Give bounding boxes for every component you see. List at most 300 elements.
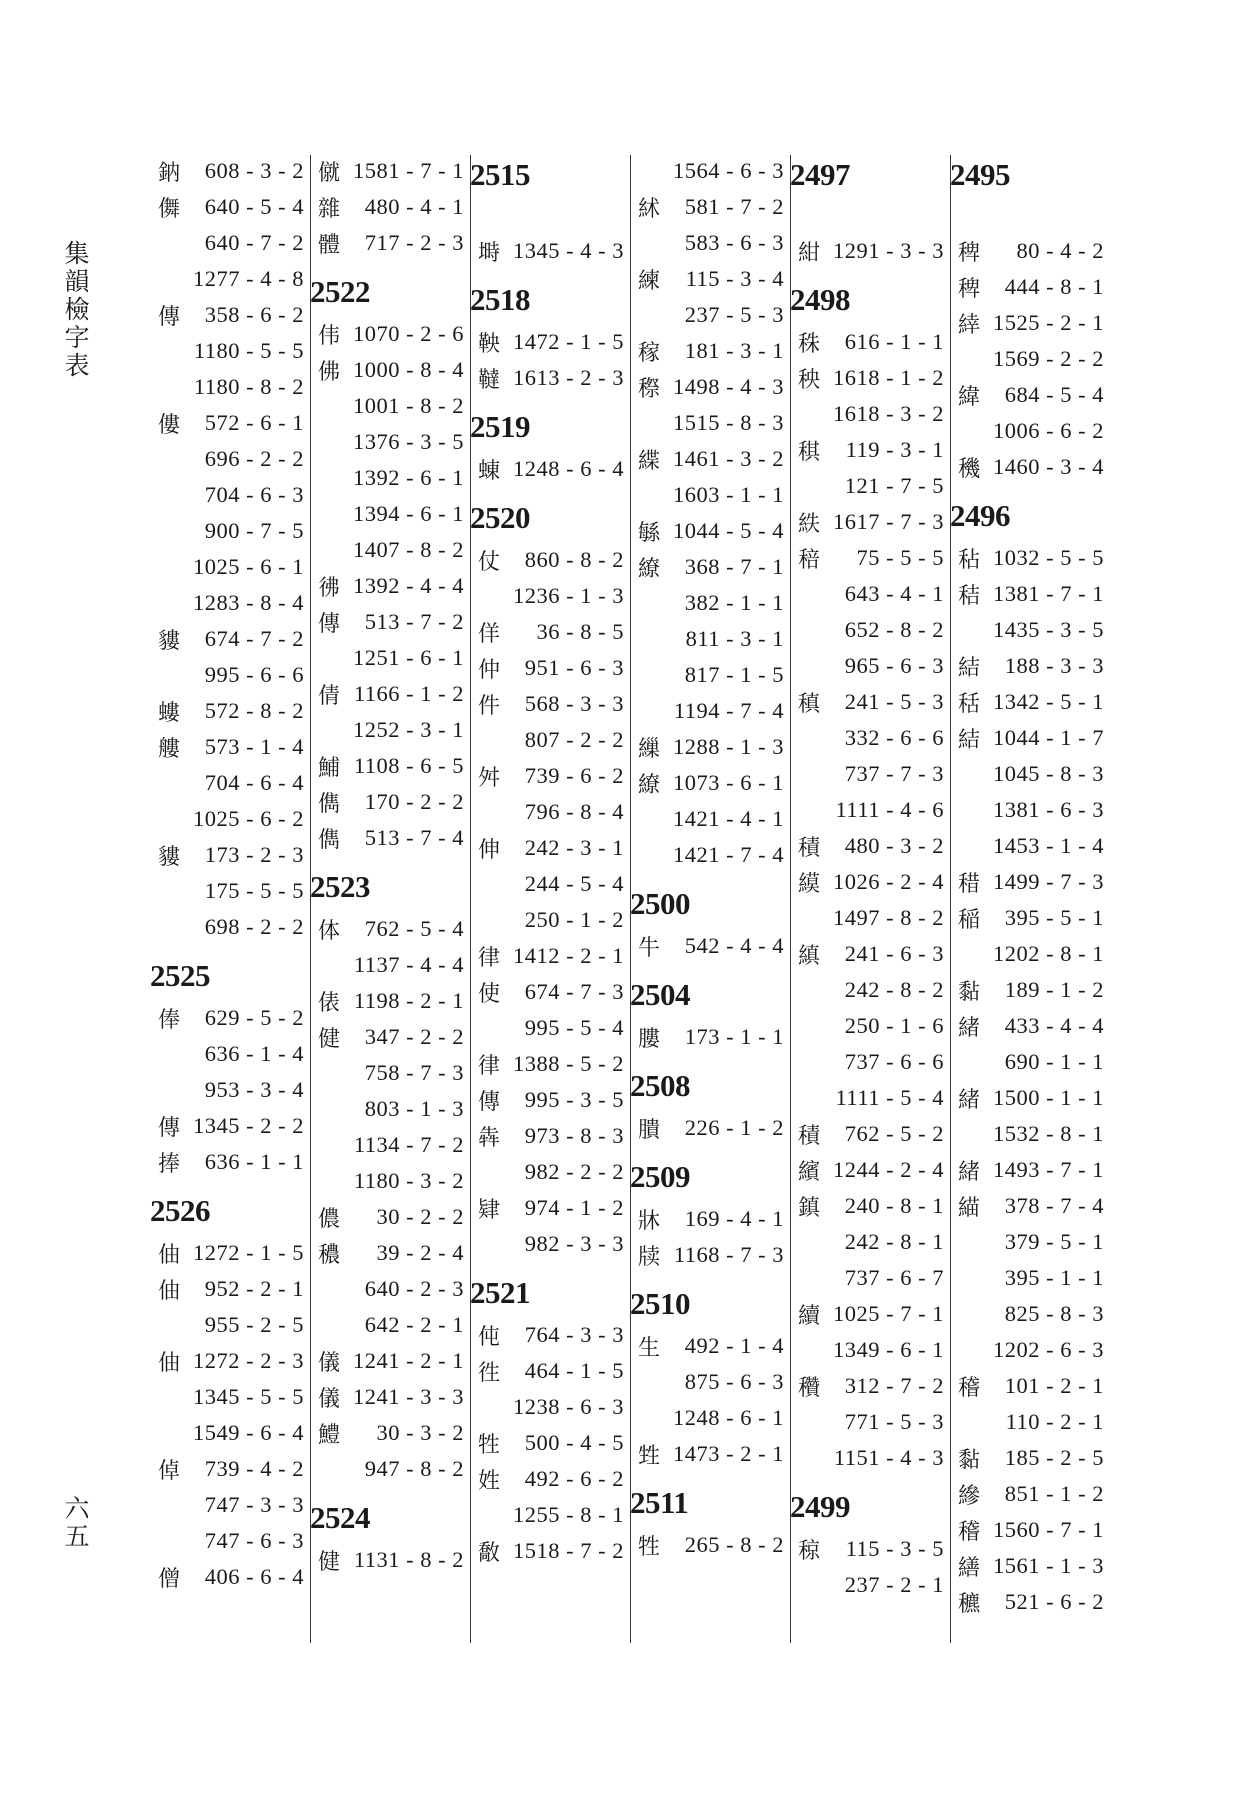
index-entry [790,1116,948,1152]
entry-reference: 1001 - 8 - 2 [353,393,464,418]
index-entry [790,1440,948,1476]
entry-reference: 572 - 8 - 2 [204,698,304,723]
entry-character: 緒 [957,1015,980,1041]
entry-reference: 1525 - 2 - 1 [993,310,1104,335]
entry-character: 膭 [637,1117,660,1143]
entry-reference: 860 - 8 - 2 [524,547,624,572]
entry-reference: 173 - 2 - 3 [204,842,304,867]
entry-reference: 995 - 5 - 4 [524,1015,624,1040]
index-entry [150,765,308,801]
book-title-vertical: 集韻檢字表 [61,240,90,380]
index-entry [310,1343,468,1379]
entry-reference: 1272 - 2 - 3 [193,1348,304,1373]
index-entry [310,947,468,983]
index-entry [470,1533,628,1569]
entry-character: 牀 [637,1208,660,1234]
entry-reference: 747 - 3 - 3 [204,1492,304,1517]
entry-character: 秼 [797,331,820,357]
entry-character: 傳 [157,1115,180,1141]
entry-reference: 1244 - 2 - 4 [833,1157,944,1182]
index-entry [630,801,788,837]
index-entry [950,1008,1108,1044]
index-entry [310,784,468,820]
entry-reference: 265 - 8 - 2 [684,1532,784,1557]
index-entry [470,1010,628,1046]
entry-reference: 803 - 1 - 3 [364,1096,464,1121]
index-entry [950,1260,1108,1296]
index-entry [310,1307,468,1343]
entry-reference: 1376 - 3 - 5 [353,429,464,454]
index-entry [470,1353,628,1389]
entry-reference: 1025 - 6 - 1 [193,554,304,579]
index-entry [950,1584,1108,1620]
index-entry [310,712,468,748]
index-entry [630,1237,788,1273]
index-entry [310,748,468,784]
index-entry [630,1436,788,1472]
index-entry [470,830,628,866]
index-entry [150,1000,308,1036]
entry-reference: 1388 - 5 - 2 [513,1051,624,1076]
index-entry [310,153,468,189]
index-entry [790,324,948,360]
index-entry [470,722,628,758]
entry-character: 倩 [317,683,340,709]
section-number: 2511 [630,1485,689,1520]
entry-reference: 1131 - 8 - 2 [353,1547,464,1572]
entry-reference: 1044 - 5 - 4 [673,518,784,543]
entry-reference: 1497 - 8 - 2 [833,905,944,930]
section-number: 2496 [950,498,1010,533]
entry-character: 甡 [637,1443,660,1469]
section-heading [790,1476,948,1531]
entry-character: 儀 [317,1386,340,1412]
entry-character: 艛 [157,736,180,762]
entry-reference: 30 - 2 - 2 [376,1204,464,1229]
entry-reference: 332 - 6 - 6 [844,725,944,750]
entry-reference: 1472 - 1 - 5 [513,329,624,354]
index-entry [310,1451,468,1487]
entry-character: 結 [957,655,980,681]
index-entry [630,333,788,369]
index-entry [630,297,788,333]
entry-character: 黏 [957,979,980,1005]
index-entry [470,451,628,487]
index-entry [790,1152,948,1188]
section-heading [470,1262,628,1317]
section-heading [950,485,1108,540]
entry-character: 穖 [957,456,980,482]
entry-reference: 347 - 2 - 2 [364,1024,464,1049]
entry-character: 傳 [477,1089,500,1115]
entry-character: 縝 [797,943,820,969]
entry-reference: 1151 - 4 - 3 [833,1445,944,1470]
entry-character: 傳 [157,304,180,330]
entry-reference: 1473 - 2 - 1 [673,1441,784,1466]
entry-character: 雜 [317,196,340,222]
entry-character: 僦 [317,160,340,186]
section-heading [790,153,948,197]
entry-reference: 995 - 6 - 6 [204,662,304,687]
entry-character: 舛 [477,765,500,791]
index-entry [630,1364,788,1400]
entry-reference: 1180 - 3 - 2 [353,1168,464,1193]
entry-reference: 1392 - 6 - 1 [353,465,464,490]
page-number-vertical: 六五 [61,1495,90,1551]
index-entry [790,1080,948,1116]
index-entry [790,792,948,828]
index-entry [630,441,788,477]
index-entry [310,424,468,460]
entry-character: 緐 [637,520,660,546]
index-entry [150,549,308,585]
entry-reference: 704 - 6 - 3 [204,482,304,507]
index-entry [470,686,628,722]
index-entry [950,720,1108,756]
entry-character: 韃 [477,367,500,393]
entry-reference: 947 - 8 - 2 [364,1456,464,1481]
entry-reference: 642 - 2 - 1 [364,1312,464,1337]
index-entry [470,233,628,269]
index-entry [950,756,1108,792]
entry-character: 健 [317,1549,340,1575]
index-entry [790,1260,948,1296]
index-entry [150,333,308,369]
entry-reference: 1291 - 3 - 3 [833,238,944,263]
entry-reference: 379 - 5 - 1 [1004,1229,1104,1254]
index-entry [790,504,948,540]
entry-reference: 75 - 5 - 5 [856,545,944,570]
index-entry [950,269,1108,305]
entry-reference: 758 - 7 - 3 [364,1060,464,1085]
index-entry [950,1080,1108,1116]
entry-reference: 175 - 5 - 5 [204,878,304,903]
entry-reference: 1560 - 7 - 1 [993,1517,1104,1542]
index-entry [630,837,788,873]
entry-reference: 1248 - 6 - 4 [513,456,624,481]
index-entry [630,1400,788,1436]
entry-reference: 572 - 6 - 1 [204,410,304,435]
entry-character: 仲 [477,657,500,683]
entry-reference: 250 - 1 - 6 [844,1013,944,1038]
index-entry [950,1116,1108,1152]
entry-reference: 973 - 8 - 3 [524,1123,624,1148]
entry-reference: 1493 - 7 - 1 [993,1157,1104,1182]
entry-reference: 1349 - 6 - 1 [833,1337,944,1362]
index-entry [470,902,628,938]
entry-reference: 1345 - 2 - 2 [193,1113,304,1138]
section-number: 2520 [470,500,530,535]
index-entry [310,1019,468,1055]
entry-reference: 1453 - 1 - 4 [993,833,1104,858]
index-entry [950,1476,1108,1512]
index-entry [150,873,308,909]
entry-character: 絉 [637,196,660,222]
entry-reference: 237 - 2 - 1 [844,1572,944,1597]
entry-reference: 115 - 3 - 5 [845,1536,944,1561]
entry-character: 捧 [157,1151,180,1177]
index-entry [950,1548,1108,1584]
section-number: 2504 [630,977,690,1012]
entry-character: 敿 [477,1540,500,1566]
entry-reference: 762 - 5 - 4 [364,916,464,941]
entry-character: 儂 [317,1206,340,1232]
entry-character: 紺 [797,240,820,266]
index-entry [150,1036,308,1072]
entry-character: 佛 [317,359,340,385]
entry-character: 秥 [957,547,980,573]
entry-character: 稼 [637,340,660,366]
entry-character: 鎮 [797,1195,820,1221]
index-entry [790,1404,948,1440]
index-entry [150,801,308,837]
entry-reference: 568 - 3 - 3 [524,691,624,716]
index-entry [630,657,788,693]
entry-reference: 953 - 3 - 4 [204,1077,304,1102]
index-entry [150,1072,308,1108]
index-entry [790,936,948,972]
index-entry [310,820,468,856]
entry-character: 稖 [797,547,820,573]
index-entry [150,1451,308,1487]
entry-character: 繚 [637,556,660,582]
entry-character: 稗 [957,276,980,302]
entry-reference: 39 - 2 - 4 [376,1240,464,1265]
index-entry [470,197,628,233]
entry-reference: 1108 - 6 - 5 [353,753,464,778]
section-heading [150,1180,308,1235]
entry-character: 結 [957,727,980,753]
entry-reference: 807 - 2 - 2 [524,727,624,752]
index-entry [630,477,788,513]
entry-reference: 492 - 1 - 4 [684,1333,784,1358]
index-entry [310,1415,468,1451]
section-heading [630,1273,788,1328]
index-entry [950,1188,1108,1224]
index-entry [150,513,308,549]
entry-character: 稤 [797,1538,820,1564]
index-entry [150,1108,308,1144]
entry-character: 佯 [477,621,500,647]
section-number: 2510 [630,1286,690,1321]
section-number: 2497 [790,157,850,192]
entry-character: 穠 [317,1242,340,1268]
index-entry [950,1044,1108,1080]
index-entry [630,585,788,621]
entry-reference: 771 - 5 - 3 [844,1409,944,1434]
entry-reference: 1412 - 2 - 1 [513,943,624,968]
entry-character: 僂 [157,412,180,438]
index-entry [950,1152,1108,1188]
section-heading [950,153,1108,197]
section-heading [470,487,628,542]
index-entry [150,1415,308,1451]
entry-reference: 1518 - 7 - 2 [513,1538,624,1563]
section-heading [470,396,628,451]
section-heading [310,261,468,316]
entry-reference: 480 - 4 - 1 [364,194,464,219]
entry-character: 彿 [317,575,340,601]
entry-reference: 1564 - 6 - 3 [673,158,784,183]
entry-reference: 1342 - 5 - 1 [993,689,1104,714]
index-entry [950,612,1108,648]
entry-character: 穳 [797,1375,820,1401]
entry-reference: 1460 - 3 - 4 [993,454,1104,479]
index-entry [150,477,308,513]
entry-reference: 242 - 3 - 1 [524,835,624,860]
section-number: 2521 [470,1275,530,1310]
index-entry [790,1008,948,1044]
entry-character: 繕 [957,1555,980,1581]
entry-reference: 492 - 6 - 2 [524,1466,624,1491]
section-number: 2498 [790,282,850,317]
index-entry [470,1190,628,1226]
index-entry [630,1110,788,1146]
index-entry [470,974,628,1010]
index-entry [470,1118,628,1154]
index-entry [150,729,308,765]
index-entry [470,758,628,794]
entry-reference: 115 - 3 - 4 [685,266,784,291]
section-number: 2500 [630,886,690,921]
index-entry [790,540,948,576]
entry-reference: 817 - 1 - 5 [684,662,784,687]
index-entry [790,432,948,468]
entry-reference: 1241 - 3 - 3 [353,1384,464,1409]
entry-reference: 684 - 5 - 4 [1004,382,1104,407]
entry-character: 穄 [637,376,660,402]
entry-reference: 1407 - 8 - 2 [353,537,464,562]
entry-reference: 244 - 5 - 4 [524,871,624,896]
entry-character: 件 [477,693,500,719]
section-heading [310,856,468,911]
index-entry [950,1440,1108,1476]
index-entry [310,568,468,604]
entry-reference: 1202 - 6 - 3 [993,1337,1104,1362]
entry-reference: 696 - 2 - 2 [204,446,304,471]
entry-reference: 1392 - 4 - 4 [353,573,464,598]
index-entry [310,225,468,261]
entry-reference: 737 - 6 - 6 [844,1049,944,1074]
index-entry [310,496,468,532]
index-entry [790,197,948,233]
entry-character: 律 [477,1053,500,1079]
entry-reference: 240 - 8 - 1 [844,1193,944,1218]
index-entry [630,1201,788,1237]
entry-reference: 608 - 3 - 2 [204,158,304,183]
index-entry [790,1567,948,1603]
entry-reference: 1252 - 3 - 1 [353,717,464,742]
entry-character: 犇 [477,1125,500,1151]
entry-reference: 851 - 1 - 2 [1004,1481,1104,1506]
entry-reference: 1613 - 2 - 3 [513,365,624,390]
entry-character: 螻 [157,700,180,726]
entry-reference: 1180 - 8 - 2 [193,374,304,399]
index-entry [470,1154,628,1190]
entry-reference: 1549 - 6 - 4 [193,1420,304,1445]
entry-reference: 30 - 3 - 2 [376,1420,464,1445]
entry-reference: 875 - 6 - 3 [684,1369,784,1394]
index-entry [150,1379,308,1415]
index-entry [150,405,308,441]
index-entry [630,621,788,657]
index-entry [310,1163,468,1199]
index-entry [790,1368,948,1404]
entry-reference: 1026 - 2 - 4 [833,869,944,894]
index-entry [950,540,1108,576]
index-entry [950,684,1108,720]
entry-character: 縸 [797,871,820,897]
index-entry [310,911,468,947]
entry-reference: 1617 - 7 - 3 [833,509,944,534]
entry-character: 練 [637,268,660,294]
index-entry [950,792,1108,828]
index-entry [310,1055,468,1091]
index-entry [310,676,468,712]
index-entry [310,316,468,352]
entry-character: 使 [477,981,500,1007]
index-entry [150,369,308,405]
entry-character: 伷 [157,1242,180,1268]
entry-character: 鯆 [317,755,340,781]
index-entry [470,1425,628,1461]
entry-reference: 1025 - 7 - 1 [833,1301,944,1326]
entry-character: 傳 [317,611,340,637]
entry-reference: 636 - 1 - 4 [204,1041,304,1066]
entry-character: 稓 [957,871,980,897]
entry-reference: 500 - 4 - 5 [524,1430,624,1455]
entry-reference: 173 - 1 - 1 [684,1024,784,1049]
entry-reference: 951 - 6 - 3 [524,655,624,680]
entry-character: 稲 [957,907,980,933]
entry-reference: 739 - 4 - 2 [204,1456,304,1481]
entry-reference: 974 - 1 - 2 [524,1195,624,1220]
entry-reference: 1025 - 6 - 2 [193,806,304,831]
entry-reference: 226 - 1 - 2 [684,1115,784,1140]
entry-reference: 1581 - 7 - 1 [353,158,464,183]
index-entry [470,1082,628,1118]
entry-character: 秳 [957,691,980,717]
index-entry [150,1343,308,1379]
section-number: 2495 [950,157,1010,192]
entry-character: 倬 [157,1458,180,1484]
index-entry [150,1523,308,1559]
entry-reference: 1345 - 5 - 5 [193,1384,304,1409]
index-entry [150,1144,308,1180]
entry-reference: 1241 - 2 - 1 [353,1348,464,1373]
entry-reference: 1236 - 1 - 3 [513,583,624,608]
index-entry [310,532,468,568]
index-entry [950,864,1108,900]
entry-character: 蝀 [477,458,500,484]
index-column [790,153,948,1643]
index-entry [150,1487,308,1523]
entry-character: 儀 [317,1350,340,1376]
index-entry [950,1224,1108,1260]
section-heading [630,964,788,1019]
index-entry [470,1389,628,1425]
entry-character: 健 [317,1026,340,1052]
entry-character: 紩 [797,511,820,537]
index-entry [630,1527,788,1563]
entry-reference: 241 - 6 - 3 [844,941,944,966]
entry-reference: 1238 - 6 - 3 [513,1394,624,1419]
entry-character: 稘 [797,439,820,465]
index-entry [150,441,308,477]
index-entry [150,909,308,945]
index-entry [950,197,1108,233]
index-column [950,153,1108,1643]
